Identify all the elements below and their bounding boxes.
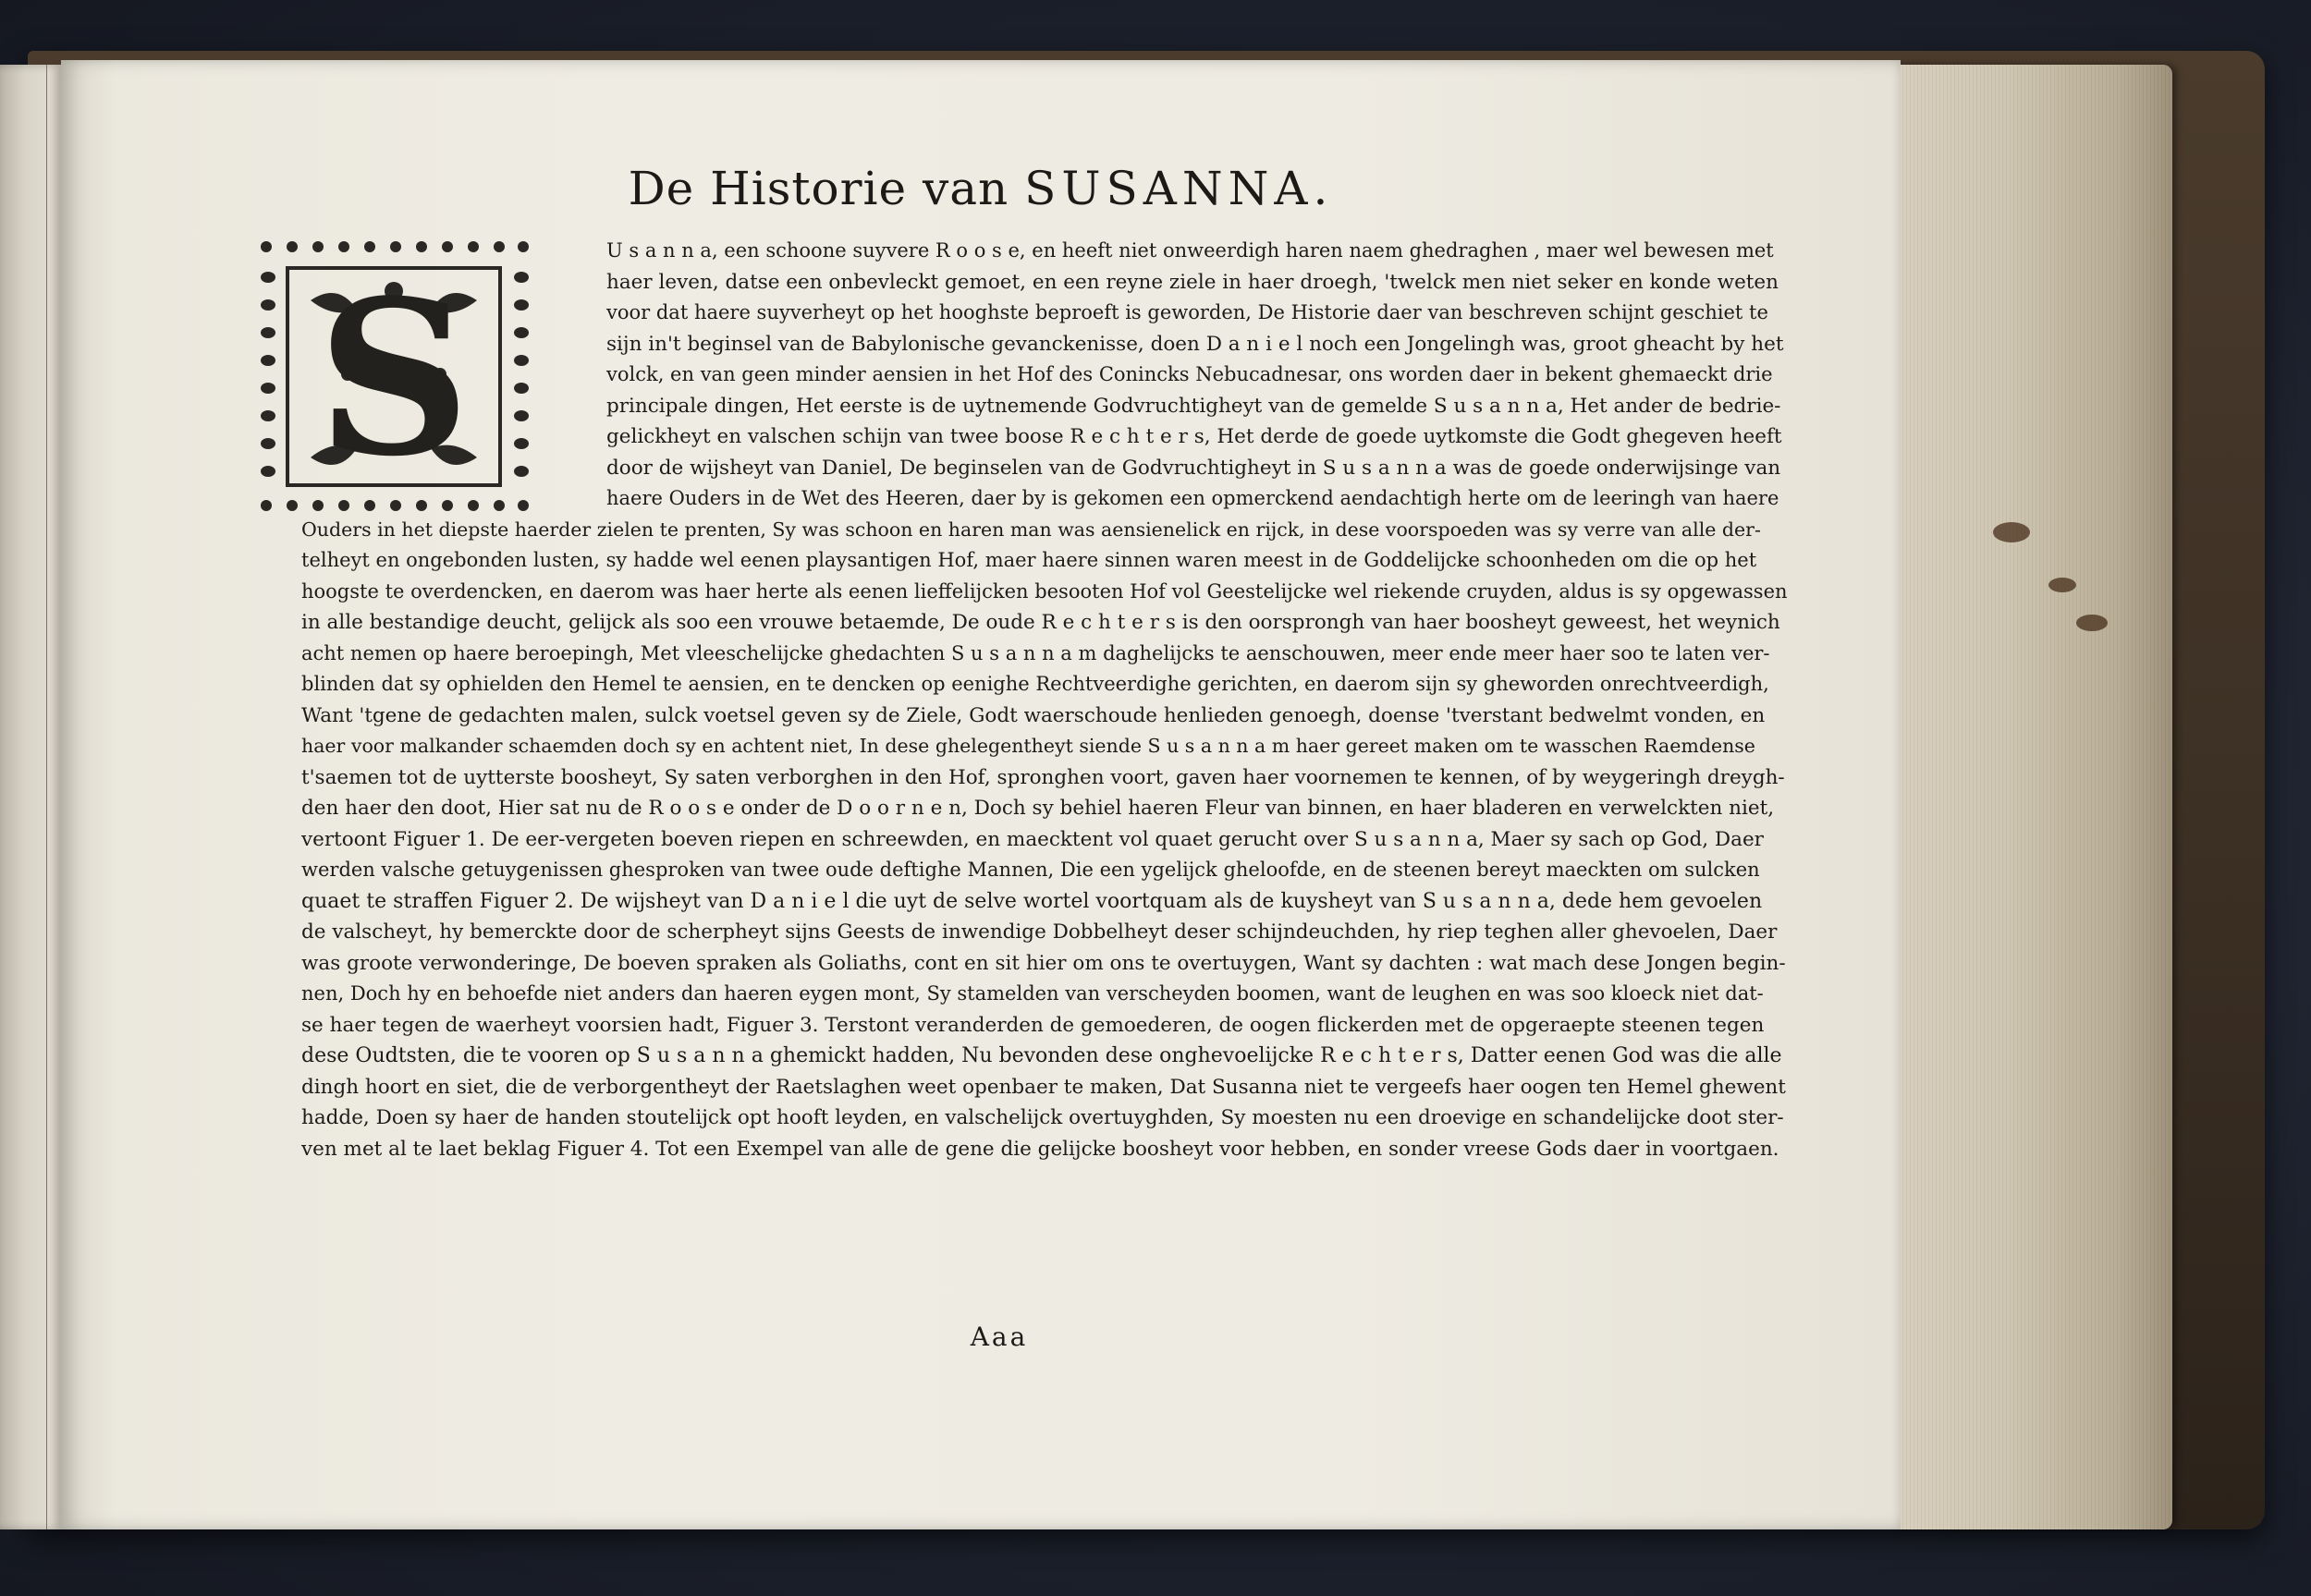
title-name: SUSANNA. xyxy=(1024,162,1334,215)
text-line: t'saemen tot de uytterste boosheyt, Sy saten verborghen in den Hof, spronghen voort, gaven haer voornemen te kennen, of by weygeringh dreygh- xyxy=(301,765,1785,789)
text-line: gelickheyt en valschen schijn van twee boose R e c h t e r s, Het derde de goede uytkomste die Godt ghegeven heeft xyxy=(606,425,1782,448)
text-line: quaet te straffen Figuer 2. De wijsheyt van D a n i e l die uyt de selve wortel voortquam als de kuysheyt van S u s a n n a, dede hem gevoelen xyxy=(301,889,1763,913)
page-title xyxy=(61,162,1901,215)
text-line: voor dat haere suyverheyt op het hooghste beproeft is geworden, De Historie daer van beschreven schijnt geschiet te xyxy=(606,301,1768,323)
signature-mark: Aaa xyxy=(970,1322,1029,1352)
ink-stain xyxy=(2048,578,2076,592)
text-line: blinden dat sy ophielden den Hemel te aensien, en te dencken op eenighe Rechtveerdighe gerichten, en daerom sijn sy gheworden onrechtveerdigh, xyxy=(301,673,1769,695)
text-line: door de wijsheyt van Daniel, De beginselen van de Godvruchtigheyt in S u s a n n a was de goede onderwijsinge van xyxy=(606,456,1781,480)
page-stack-fore-edge xyxy=(1895,65,2172,1529)
text-line: hoogste te overdencken, en daerom was haer herte als eenen lieffelijcken besooten Hof vol Geestelijcke wel riekende cruyden, aldus is sy opgewassen xyxy=(301,579,1788,603)
text-line: vertoont Figuer 1. De eer-vergeten boeven riepen en schreewden, en maecktent vol quaet gerucht over S u s a n n a, Maer sy sach op God, Daer xyxy=(301,827,1764,851)
ink-stain xyxy=(2076,615,2108,631)
body-text xyxy=(301,236,1790,1164)
book-page xyxy=(61,60,1901,1529)
text-line: telheyt en ongebonden lusten, sy hadde wel eenen playsantigen Hof, maer haere sinnen waren meest in de Goddelijcke schoonheden om die op het xyxy=(301,549,1757,571)
text-line: hadde, Doen sy haer de handen stoutelijck opt hooft leyden, en valschelijck overtuyghden, Sy moesten nu een droevige en schandelijcke doot ster- xyxy=(301,1106,1784,1129)
text-line: haer leven, datse een onbevleckt gemoet, en een reyne ziele in haer droegh, 'twelck men niet seker en konde weten xyxy=(606,270,1779,294)
text-line: principale dingen, Het eerste is de uytnemende Godvruchtigheyt van de gemelde S u s a n n a, Het ander de bedrie- xyxy=(606,394,1781,418)
text-line: was groote verwonderinge, De boeven spraken als Goliaths, cont en sit hier om ons te overtuygen, Want sy dachten : wat mach dese Jongen begin- xyxy=(301,951,1786,975)
svg-text:S: S xyxy=(316,254,471,504)
text-line: U s a n n a, een schoone suyvere R o o s e, en heeft niet onweerdigh haren naem ghedraghen , maer wel bewesen met xyxy=(606,239,1774,262)
title-prefix: De Historie van xyxy=(628,162,1009,215)
ink-stain xyxy=(1993,522,2030,542)
text-line: Want 'tgene de gedachten malen, sulck voetsel geven sy de Ziele, Godt waerschoude henlieden genoegh, doense 'tverstant bedwelmt vonden, en xyxy=(301,703,1766,727)
text-line: Ouders in het diepste haerder zielen te prenten, Sy was schoon en haren man was aensienelick en rijck, in dese voorspoeden was sy verre van alle der- xyxy=(301,518,1761,541)
text-line: in alle bestandige deucht, gelijck als soo een vrouwe betaemde, De oude R e c h t e r s is den oorsprongh van haer boosheyt geweest, het weynich xyxy=(301,611,1780,634)
text-line: se haer tegen de waerheyt voorsien hadt, Figuer 3. Terstont veranderden de gemoederen, de oogen flickerden met de opgeraepte steenen tegen xyxy=(301,1013,1765,1037)
text-line: dingh hoort en siet, die de verborgentheyt der Raetslaghen weet openbaer te maken, Dat Susanna niet te vergeefs haer oogen ten Hemel ghewent xyxy=(301,1075,1786,1099)
text-line: werden valsche getuygenissen ghesproken van twee oude deftighe Mannen, Die een ygelijck gheloofde, en de steenen bereyt maeckten om sulcken xyxy=(301,859,1760,881)
text-line: ven met al te laet beklag Figuer 4. Tot een Exempel van alle de gene die gelijcke boosheyt voor hebben, en sonder vreese Gods daer in voortgaen. xyxy=(301,1137,1779,1161)
text-line: volck, en van geen minder aensien in het Hof des Conincks Nebucadnesar, ons worden daer in bekent ghemaeckt drie xyxy=(606,363,1773,385)
text-line: haer voor malkander schaemden doch sy en achtent niet, In dese ghelegentheyt siende S u s a n n a m haer gereet maken om te wasschen Raemdense xyxy=(301,735,1755,757)
text-line: acht nemen op haere beroepingh, Met vleeschelijcke ghedachten S u s a n n a m daghelijcks te aenschouwen, meer ende meer haer soo te laten ver- xyxy=(301,641,1770,664)
text-line: nen, Doch hy en behoefde niet anders dan haeren eygen mont, Sy stamelden van verscheyden boomen, want de leughen en was soo kloeck niet dat- xyxy=(301,982,1764,1005)
text-line: haere Ouders in de Wet des Heeren, daer by is gekomen een opmerckend aendachtigh herte om de leeringh van haere xyxy=(606,487,1779,509)
left-page-edge xyxy=(0,65,63,1529)
text-line: den haer den doot, Hier sat nu de R o o s e onder de D o o r n e n, Doch sy behiel haeren Fleur van binnen, en haer bladeren en verwelckten niet, xyxy=(301,797,1775,820)
text-line: sijn in't beginsel van de Babylonische gevanckenisse, doen D a n i e l noch een Jongelingh was, groot gheacht by het xyxy=(606,332,1784,356)
text-line: de valscheyt, hy bemerckte door de scherpheyt sijns Geests de inwendige Dobbelheyt deser schijndeuchden, hy riep teghen aller ghevoelen, Daer xyxy=(301,920,1778,944)
text-line: dese Oudtsten, die te vooren op S u s a n n a ghemickt hadden, Nu bevonden dese onghevoelijcke R e c h t e r s, Datter eenen God was die alle xyxy=(301,1044,1782,1067)
